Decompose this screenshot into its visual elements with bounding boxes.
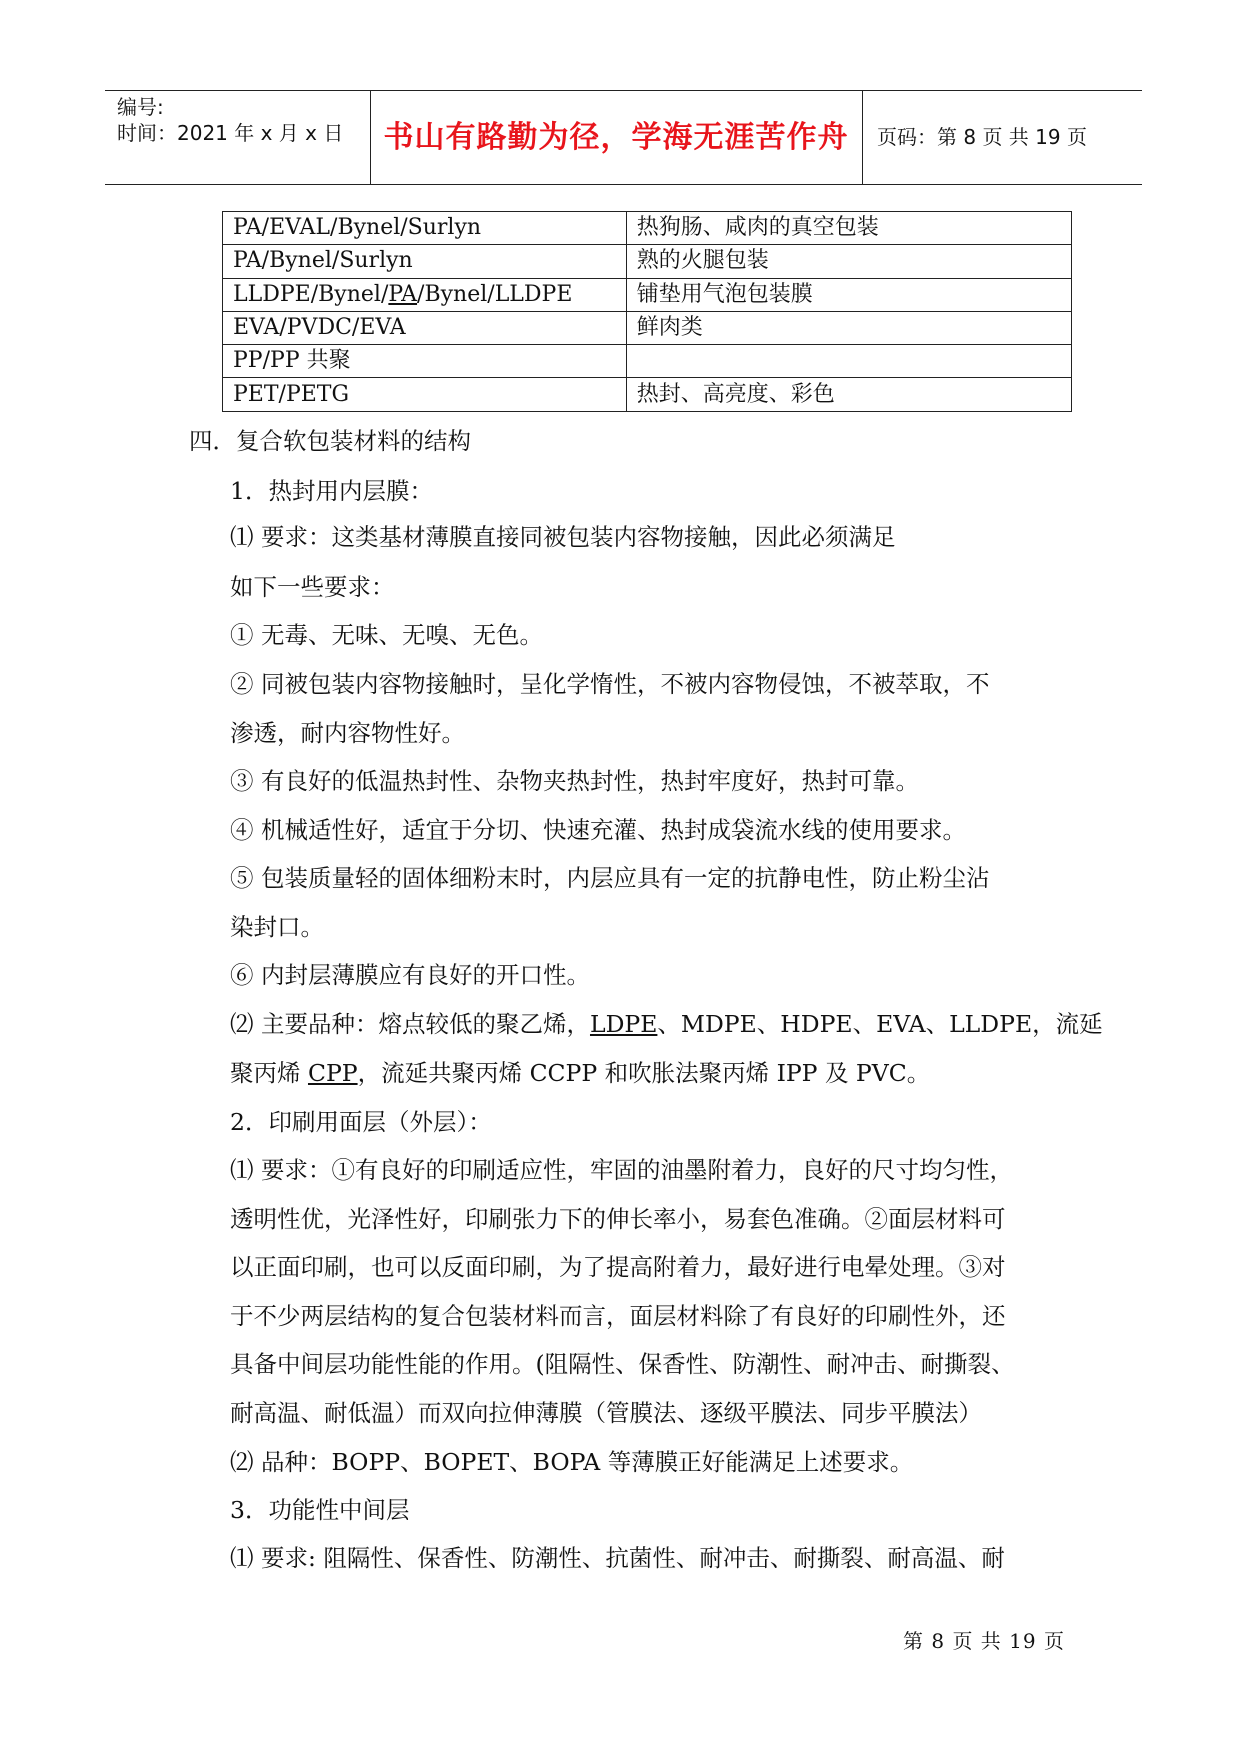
table-row [223,212,1072,245]
material-text: LLDPE/Bynel/ [233,281,389,307]
paragraph-line: 渗透，耐内容物性好。 [230,719,465,747]
table-row [223,245,1072,278]
subsection-heading: 3．功能性中间层 [230,1496,410,1524]
material-cell: PA/Bynel/Surlyn [223,245,627,278]
list-item: ② 同被包装内容物接触时，呈化学惰性，不被内容物侵蚀，不被萃取，不 [230,670,990,698]
material-cell: PA/EVAL/Bynel/Surlyn [223,212,627,245]
material-text-underlined: PA [388,281,418,307]
paragraph-line: 具备中间层功能性能的作用。(阻隔性、保香性、防潮性、耐冲击、耐撕裂、 [230,1350,1015,1378]
paragraph-line: 透明性优，光泽性好，印刷张力下的伸长率小，易套色准确。②面层材料可 [230,1205,1006,1233]
use-cell: 熟的火腿包装 [626,245,1071,278]
list-item: ⑤ 包装质量轻的固体细粉末时，内层应具有一定的抗静电性，防止粉尘沾 [230,864,990,892]
material-cell: EVA/PVDC/EVA [223,311,627,344]
table-row [223,345,1072,378]
text-run: ⑵ 主要品种：熔点较低的聚乙烯， [230,1010,590,1038]
header-divider [862,91,863,184]
subsection-heading: 1．热封用内层膜： [230,477,433,505]
text-run: 、MDPE、HDPE、EVA、LLDPE，流延 [657,1010,1103,1038]
material-cell: PET/PETG [223,378,627,411]
materials-table [222,211,1072,412]
list-item: ④ 机械适性好，适宜于分切、快速充灌、热封成袋流水线的使用要求。 [230,816,966,844]
paragraph-line: ⑵ 品种：BOPP、BOPET、BOPA 等薄膜正好能满足上述要求。 [230,1448,914,1476]
header-motto: 书山有路勤为径，学海无涯苦作舟 [383,120,849,155]
header-page-label: 页码：第 8 页 共 19 页 [877,125,1087,149]
use-cell: 铺垫用气泡包装膜 [626,278,1071,311]
paragraph-line: 染封口。 [230,913,324,941]
paragraph-line: 于不少两层结构的复合包装材料而言，面层材料除了有良好的印刷性外，还 [230,1302,1006,1330]
table-row [223,278,1072,311]
use-cell: 鲜肉类 [626,311,1071,344]
list-item: ① 无毒、无味、无嗅、无色。 [230,621,543,649]
text-run: 聚丙烯 [230,1059,308,1087]
section-heading: 四．复合软包装材料的结构 [189,427,471,455]
material-cell: PP/PP 共聚 [223,345,627,378]
table-row [223,311,1072,344]
paragraph-line: 以正面印刷，也可以反面印刷，为了提高附着力，最好进行电晕处理。③对 [230,1253,1006,1281]
subsection-heading: 2．印刷用面层（外层）： [230,1108,492,1136]
table-row [223,378,1072,411]
list-item: ⑥ 内封层薄膜应有良好的开口性。 [230,961,590,989]
page-header [105,90,1142,185]
paragraph-line [230,1058,930,1088]
paragraph-line: ⑴ 要求: 阻隔性、保香性、防潮性、抗菌性、耐冲击、耐撕裂、耐高温、耐 [230,1544,1005,1572]
time-label: 时间：2021 年 x 月 x 日 [117,121,344,145]
material-text: /Bynel/LLDPE [417,281,573,307]
list-item: ③ 有良好的低温热封性、杂物夹热封性，热封牢度好，热封可靠。 [230,767,919,795]
paragraph-line: 如下一些要求： [230,573,395,601]
use-cell [626,345,1071,378]
text-run-underlined: CPP [307,1059,358,1087]
header-meta [117,91,367,184]
text-run: ，流延共聚丙烯 CCPP 和吹胀法聚丙烯 IPP 及 PVC。 [357,1059,931,1087]
text-run-underlined: LDPE [589,1010,658,1038]
page-footer: 第 8 页 共 19 页 [903,1629,1065,1653]
serial-label: 编号: [117,95,164,119]
material-cell [223,278,627,311]
use-cell: 热封、高亮度、彩色 [626,378,1071,411]
use-cell: 热狗肠、咸肉的真空包装 [626,212,1071,245]
paragraph-line: ⑴ 要求：这类基材薄膜直接同被包装内容物接触，因此必须满足 [230,523,896,551]
paragraph-line: ⑴ 要求：①有良好的印刷适应性，牢固的油墨附着力，良好的尺寸均匀性， [230,1156,1013,1184]
paragraph-line: 耐高温、耐低温）而双向拉伸薄膜（管膜法、逐级平膜法、同步平膜法） [230,1399,982,1427]
paragraph-line [230,1009,1103,1039]
